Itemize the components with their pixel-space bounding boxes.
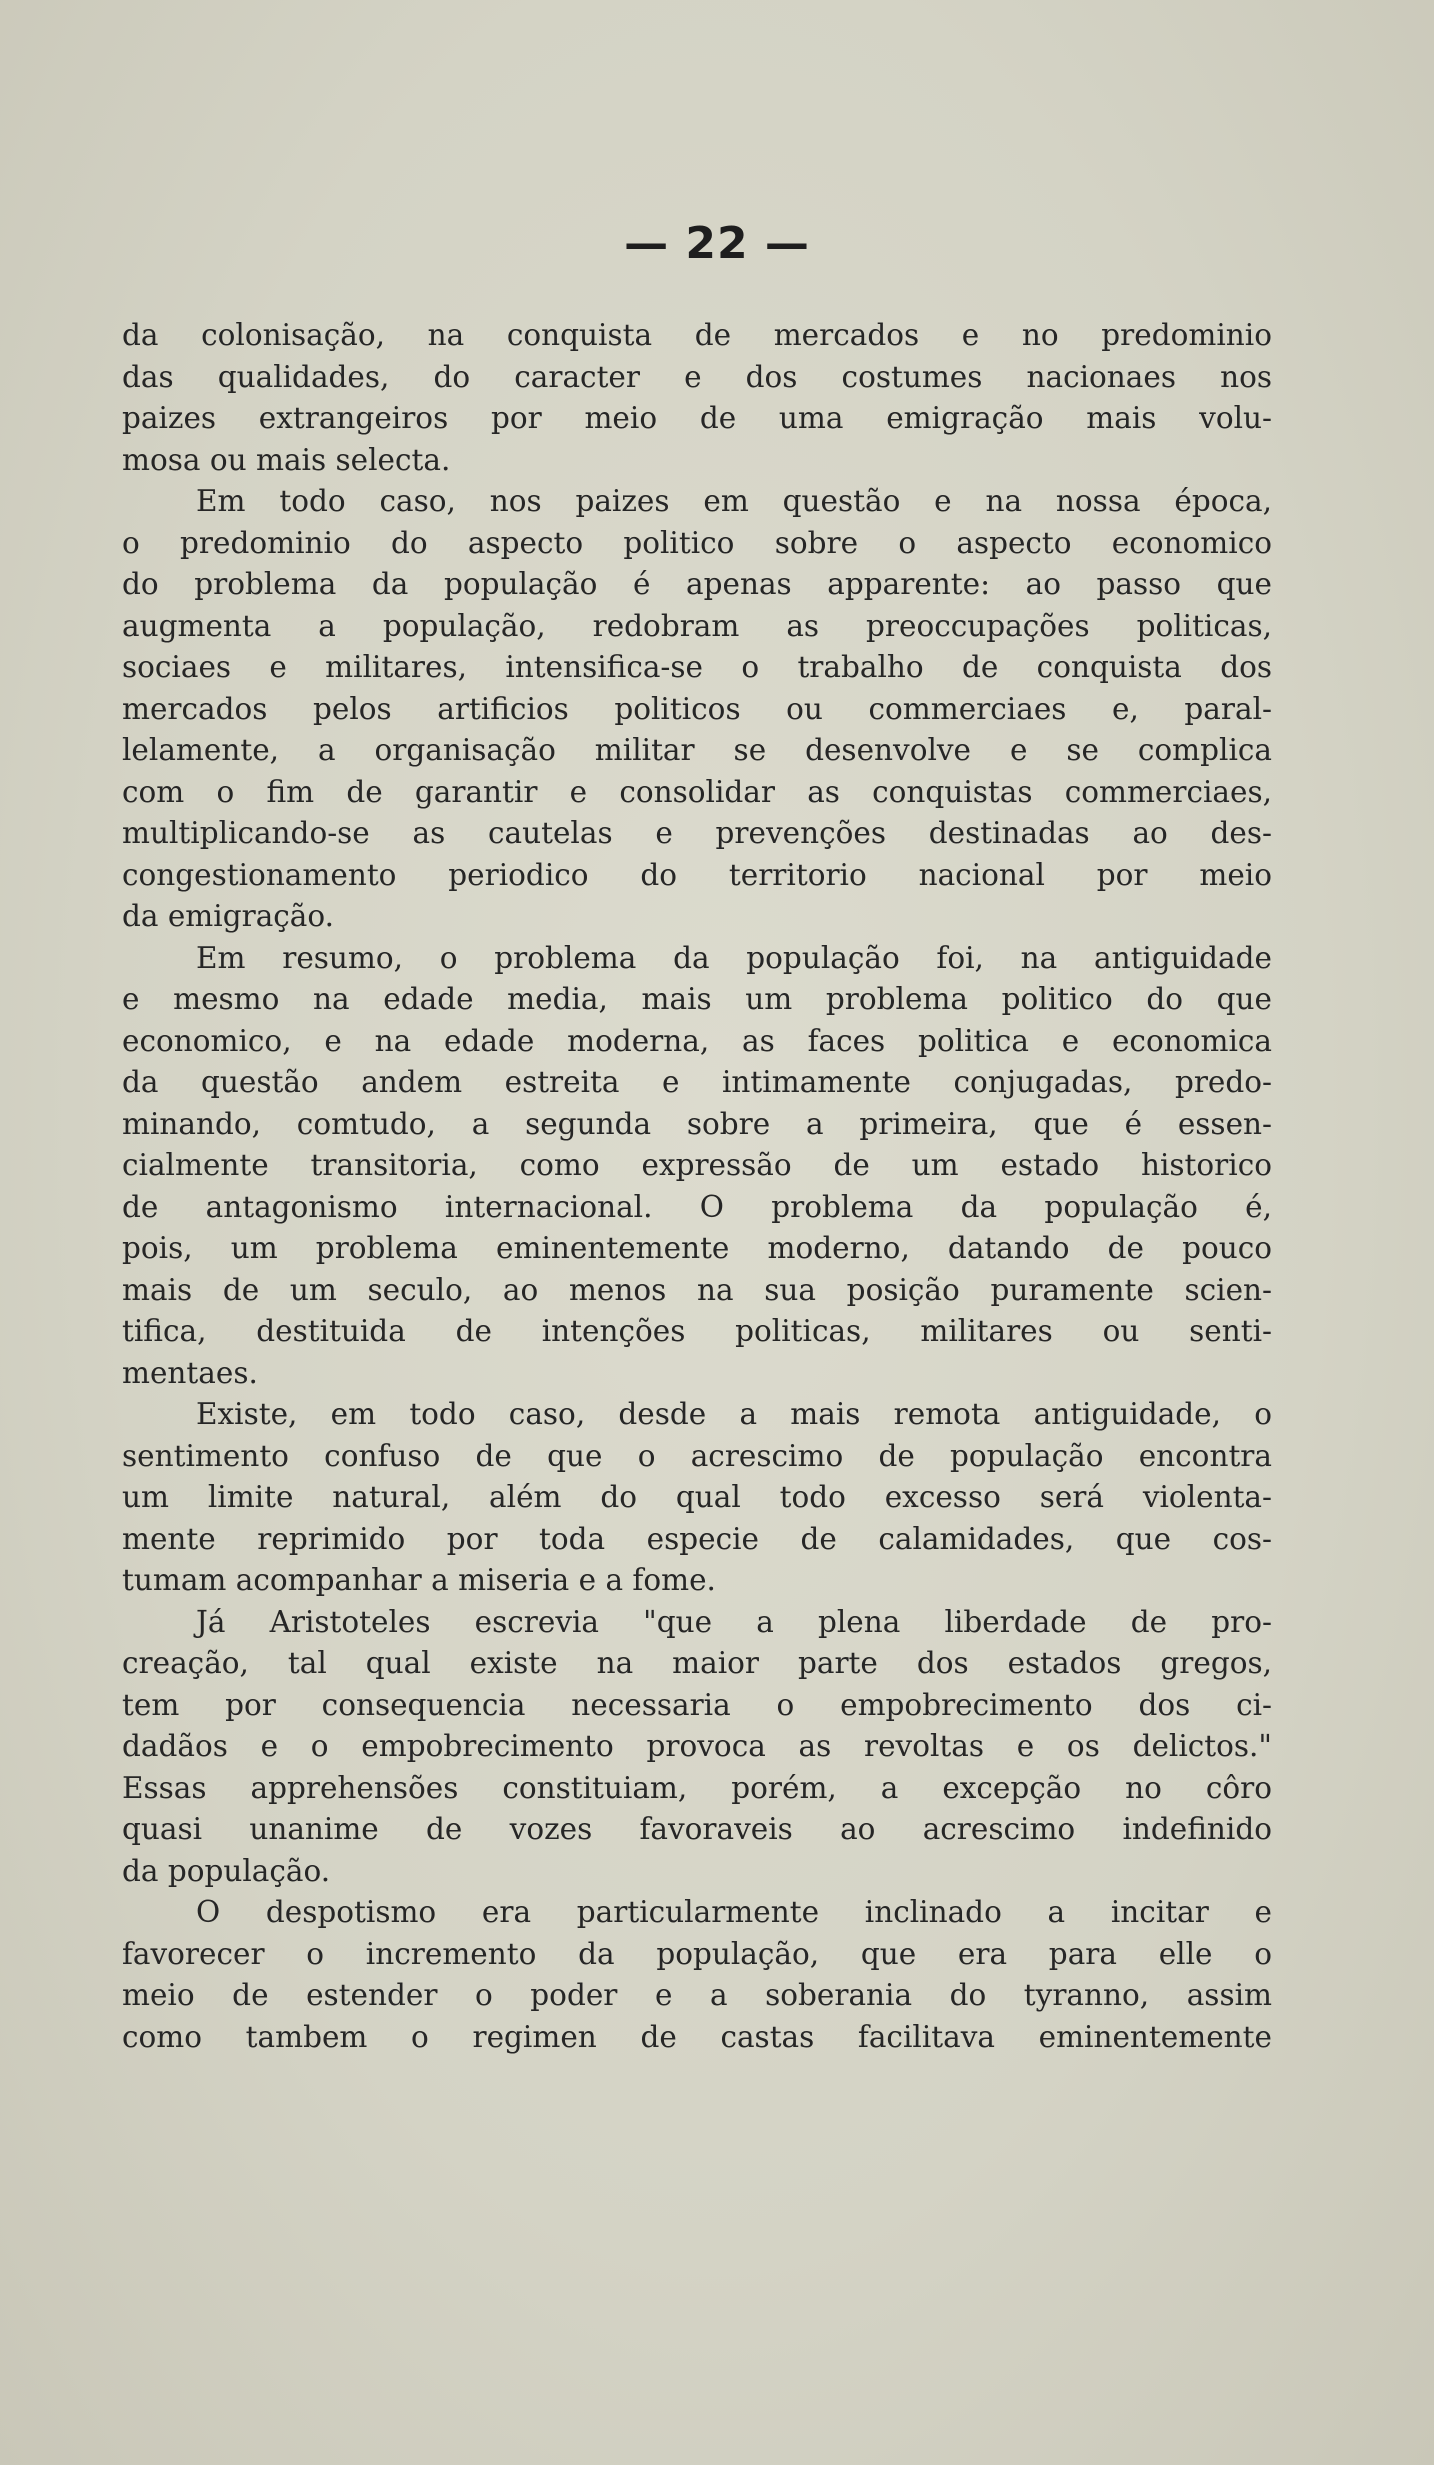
text-line: Em todo caso, nos paizes em questão e na nossa época, <box>196 484 1272 518</box>
text-line: quasi unanime de vozes favoraveis ao acrescimo indefinido <box>122 1812 1272 1846</box>
text-line: como tambem o regimen de castas facilitava eminentemente <box>122 2019 1272 2054</box>
text-line: tifica, destituida de intenções politicas, militares ou senti- <box>122 1314 1272 1348</box>
text-line: cialmente transitoria, como expressão de um estado historico <box>122 1148 1272 1182</box>
text-line: tumam acompanhar a miseria e a fome. <box>122 1563 716 1597</box>
text-line: tem por consequencia necessaria o empobrecimento dos ci- <box>122 1687 1272 1722</box>
paragraph <box>122 1892 1272 2058</box>
text-line: meio de estender o poder e a soberania do tyranno, assim <box>122 1978 1272 2012</box>
text-line: das qualidades, do caracter e dos costumes nacionaes nos <box>122 359 1272 394</box>
text-line: mentaes. <box>122 1355 258 1390</box>
page-number: — 22 — <box>624 218 810 269</box>
text-line: pois, um problema eminentemente moderno, datando de pouco <box>122 1231 1272 1265</box>
text-line: da população. <box>122 1853 331 1888</box>
text-line: sentimento confuso de que o acrescimo de população encontra <box>122 1438 1272 1473</box>
text-line: augmenta a população, redobram as preoccupações politicas, <box>122 608 1272 643</box>
text-line: com o fim de garantir e consolidar as conquistas commerciaes, <box>122 774 1272 809</box>
text-line: mercados pelos artificios politicos ou commerciaes e, paral- <box>122 691 1272 726</box>
text-line: um limite natural, além do qual todo excesso será violenta- <box>122 1480 1272 1514</box>
text-line: multiplicando-se as cautelas e prevenções destinadas ao des- <box>122 816 1272 850</box>
text-line: mente reprimido por toda especie de calamidades, que cos- <box>122 1521 1272 1556</box>
text-line: dadãos e o empobrecimento provoca as revoltas e os delictos." <box>122 1729 1272 1763</box>
text-line: sociaes e militares, intensifica-se o trabalho de conquista dos <box>122 650 1272 684</box>
paragraph <box>122 481 1272 938</box>
text-line: de antagonismo internacional. O problema da população é, <box>122 1189 1272 1224</box>
paragraph <box>122 1394 1272 1602</box>
text-line: favorecer o incremento da população, que era para elle o <box>122 1936 1272 1971</box>
paragraph <box>122 938 1272 1395</box>
text-line: Já Aristoteles escrevia "que a plena liberdade de pro- <box>196 1604 1272 1639</box>
text-line: e mesmo na edade media, mais um problema politico do que <box>122 982 1272 1016</box>
text-line: Essas apprehensões constituiam, porém, a excepção no côro <box>122 1770 1272 1805</box>
text-line: economico, e na edade moderna, as faces politica e economica <box>122 1023 1272 1058</box>
text-line: O despotismo era particularmente inclinado a incitar e <box>196 1895 1272 1929</box>
text-line: da colonisação, na conquista de mercados e no predominio <box>122 318 1272 352</box>
text-line: o predominio do aspecto politico sobre o aspecto economico <box>122 525 1272 560</box>
text-line: Existe, em todo caso, desde a mais remota antiguidade, o <box>196 1397 1272 1431</box>
text-line: congestionamento periodico do territorio nacional por meio <box>122 857 1272 892</box>
text-line: mais de um seculo, ao menos na sua posição puramente scien- <box>122 1272 1272 1307</box>
text-line: mosa ou mais selecta. <box>122 442 451 477</box>
text-line: minando, comtudo, a segunda sobre a primeira, que é essen- <box>122 1106 1272 1141</box>
text-line: Em resumo, o problema da população foi, na antiguidade <box>196 940 1272 975</box>
text-line: da emigração. <box>122 899 335 933</box>
text-line: paizes extrangeiros por meio de uma emigração mais volu- <box>122 401 1272 435</box>
text-line: creação, tal qual existe na maior parte dos estados gregos, <box>122 1646 1272 1680</box>
body-text <box>122 315 1272 2058</box>
paragraph <box>122 1602 1272 1893</box>
text-line: do problema da população é apenas apparente: ao passo que <box>122 567 1272 601</box>
text-line: da questão andem estreita e intimamente conjugadas, predo- <box>122 1065 1272 1099</box>
paragraph <box>122 315 1272 481</box>
text-line: lelamente, a organisação militar se desenvolve e se complica <box>122 733 1272 767</box>
